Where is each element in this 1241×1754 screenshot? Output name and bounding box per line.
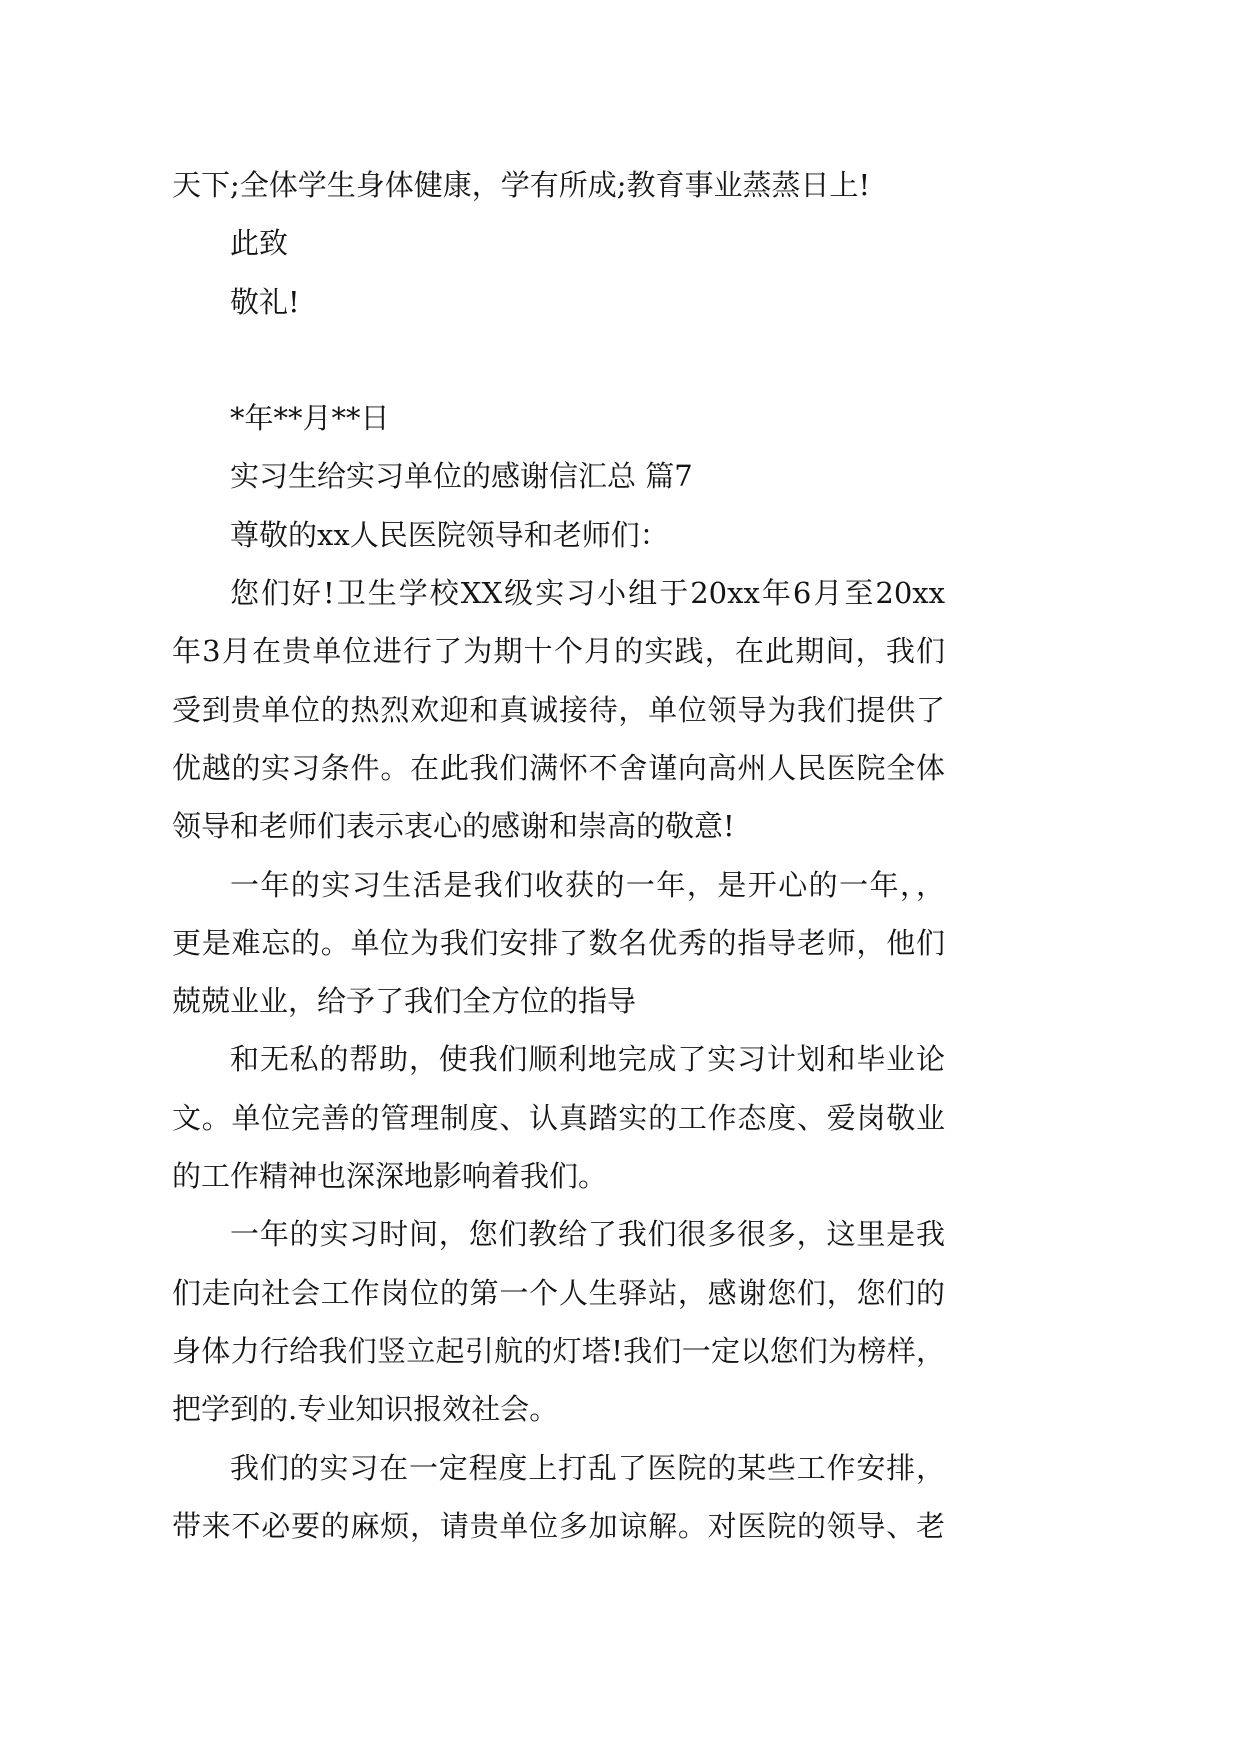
text-line: 天下;全体学生身体健康，学有所成;教育事业蒸蒸日上! — [172, 168, 871, 202]
text-line: 文。单位完善的管理制度、认真踏实的工作态度、爱岗敬业 — [172, 1100, 945, 1135]
text-line: 把学到的.专业知识报效社会。 — [172, 1392, 559, 1427]
letter-date: *年**月**日 — [230, 401, 390, 436]
text-line: 受到贵单位的热烈欢迎和真诚接待，单位领导为我们提供了 — [172, 692, 945, 727]
text-line: 兢兢业业，给予了我们全方位的指导 — [172, 984, 637, 1019]
text-line: 更是难忘的。单位为我们安排了数名优秀的指导老师，他们 — [172, 925, 945, 960]
text-line: 身体力行给我们竖立起引航的灯塔!我们一定以您们为榜样， — [172, 1333, 945, 1368]
text-line: 领导和老师们表示衷心的感谢和崇高的敬意! — [172, 809, 735, 844]
text-line: 的工作精神也深深地影响着我们。 — [172, 1159, 608, 1194]
closing-salutation: 此致 — [230, 226, 289, 261]
text-line: 年3月在贵单位进行了为期十个月的实践，在此期间，我们 — [172, 634, 945, 669]
section-title: 实习生给实习单位的感谢信汇总 篇7 — [230, 459, 693, 494]
text-line: 们走向社会工作岗位的第一个人生驿站，感谢您们，您们的 — [172, 1275, 945, 1310]
document-body — [172, 156, 945, 1555]
text-line: 一年的实习生活是我们收获的一年，是开心的一年，， — [230, 867, 945, 902]
text-line: 您们好!卫生学校XX级实习小组于20xx年6月至20xx — [230, 576, 945, 611]
text-line: 一年的实习时间，您们教给了我们很多很多，这里是我 — [230, 1217, 945, 1252]
text-line: 优越的实习条件。在此我们满怀不舍谨向高州人民医院全体 — [172, 750, 945, 785]
closing-regards: 敬礼! — [230, 284, 300, 319]
blank-line — [172, 331, 945, 389]
text-line: 带来不必要的麻烦，请贵单位多加谅解。对医院的领导、老 — [172, 1508, 945, 1543]
text-line: 和无私的帮助，使我们顺利地完成了实习计划和毕业论 — [230, 1042, 945, 1077]
text-line: 我们的实习在一定程度上打乱了医院的某些工作安排， — [230, 1450, 945, 1485]
letter-greeting: 尊敬的xx人民医院领导和老师们： — [230, 517, 669, 552]
